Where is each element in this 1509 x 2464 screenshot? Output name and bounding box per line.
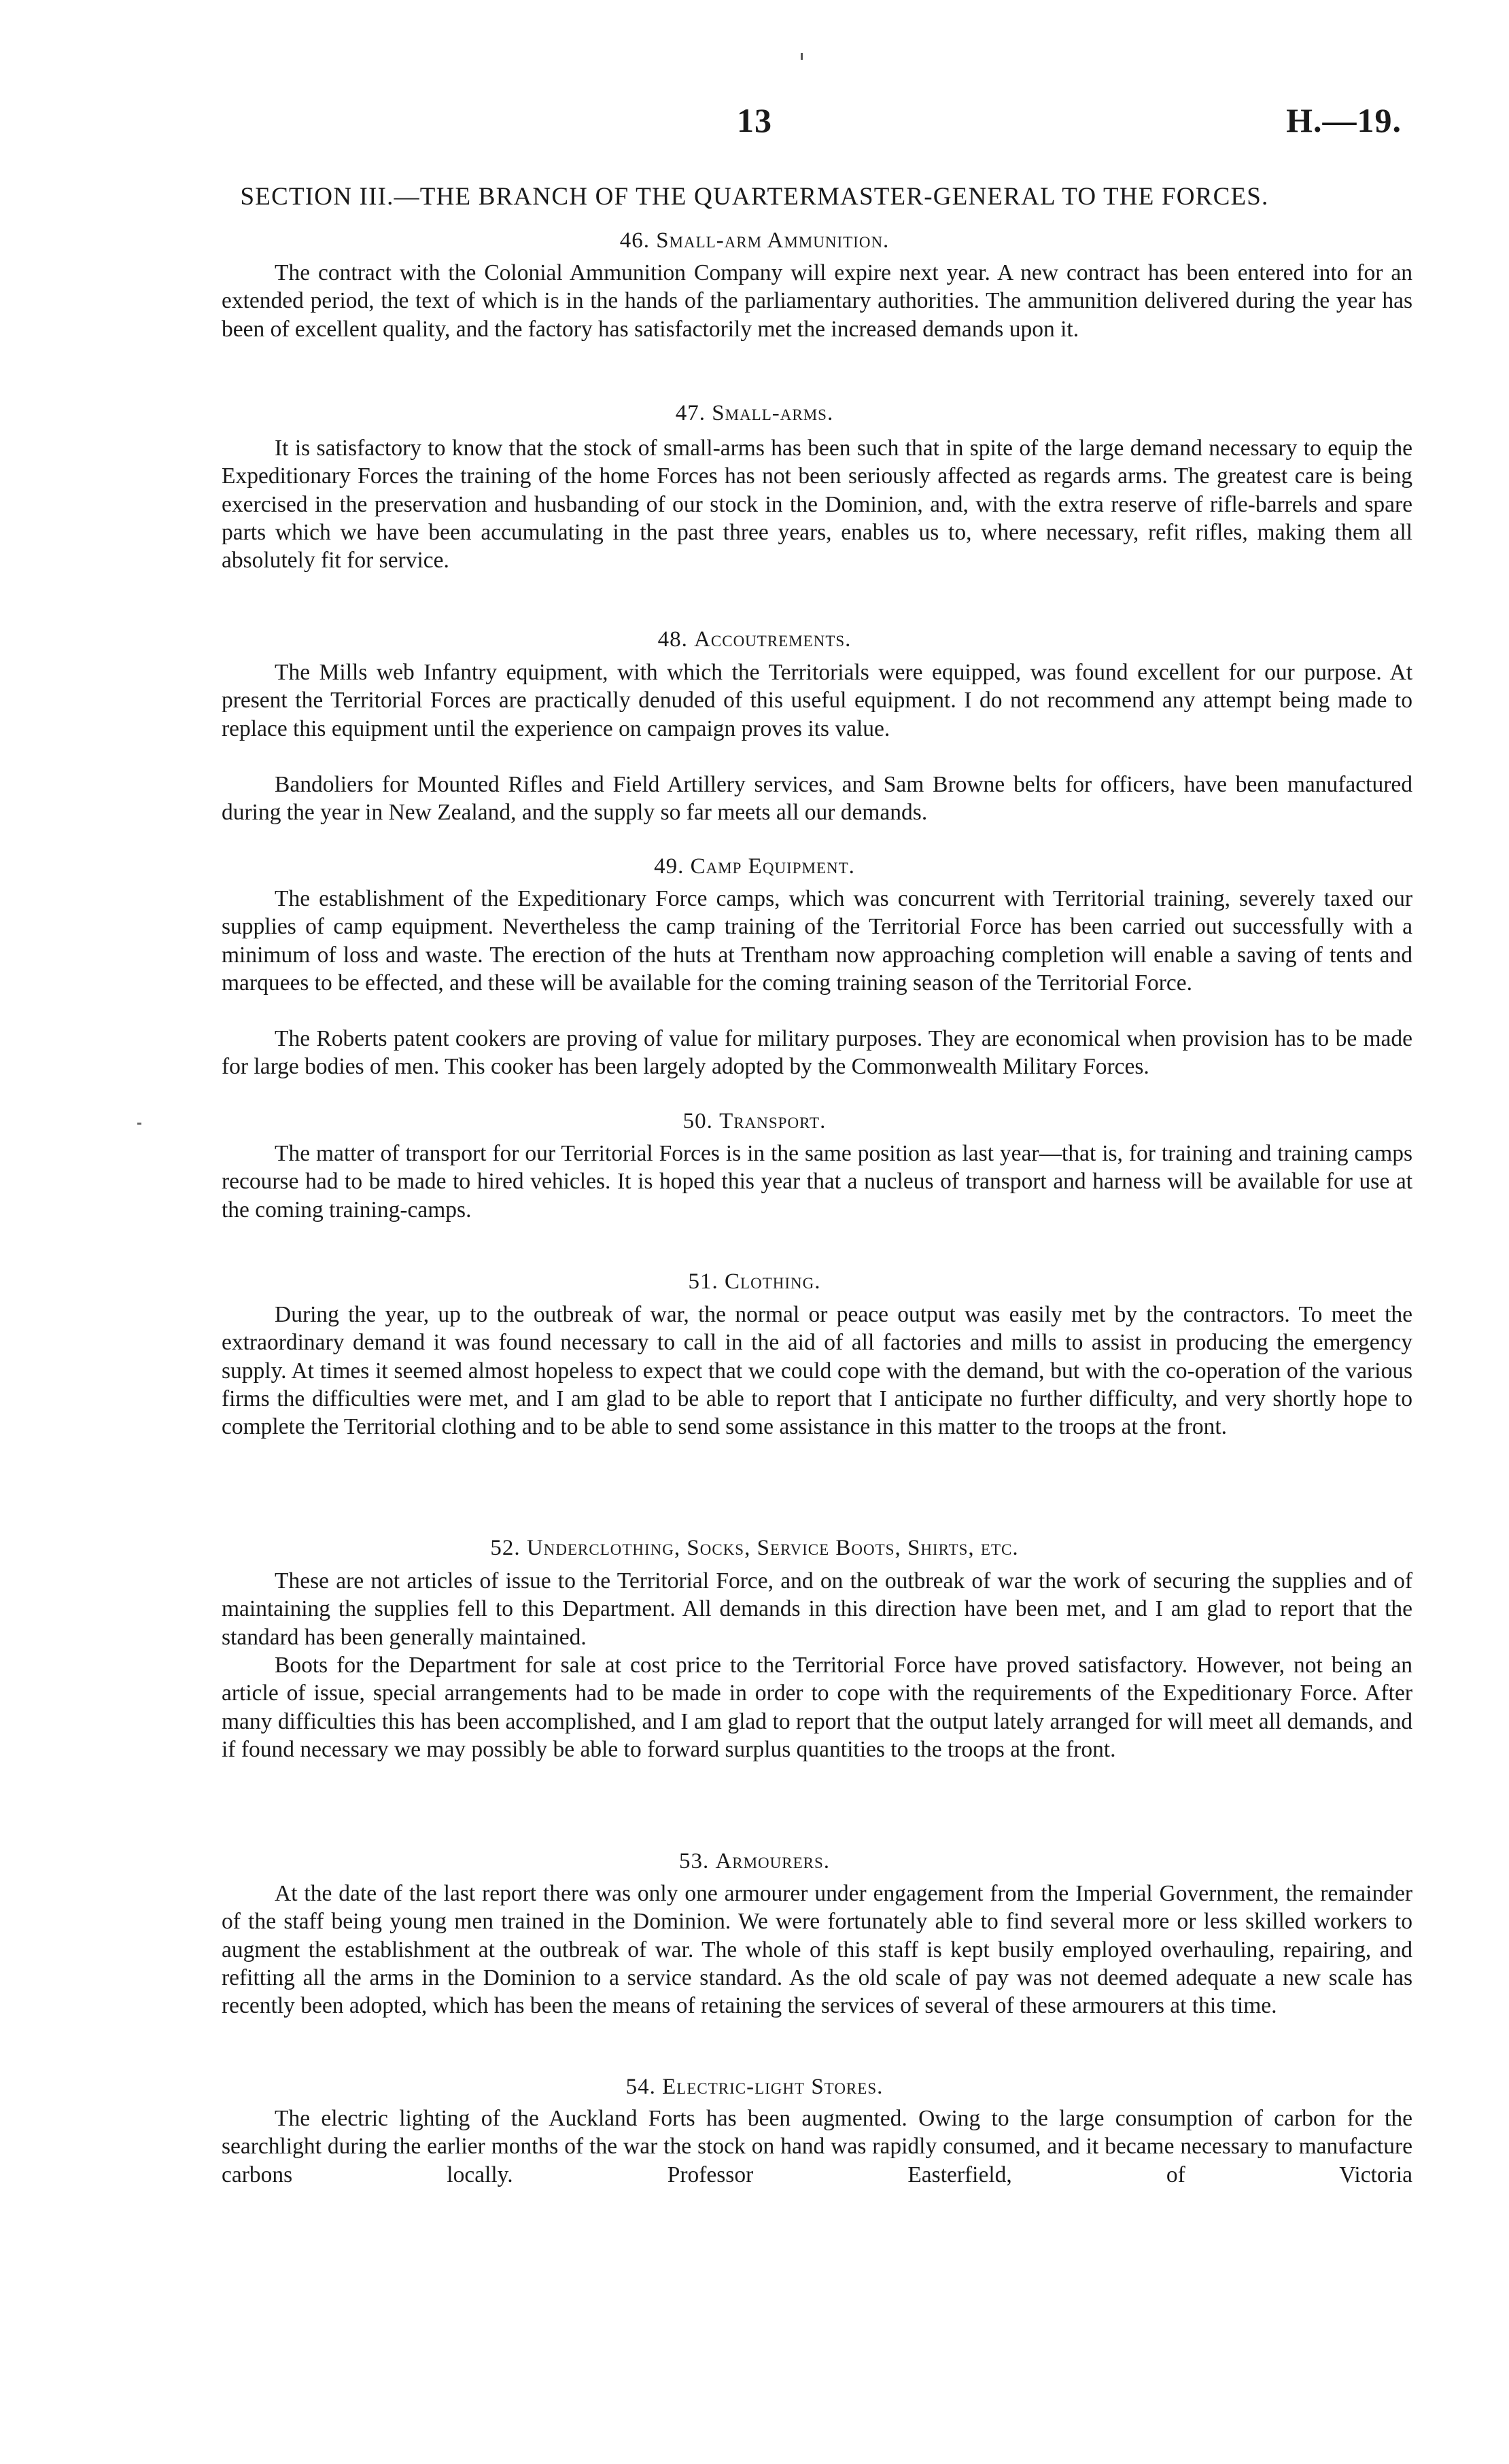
heading-accoutrements [0, 627, 1509, 652]
paragraph: During the year, up to the outbreak of war, the normal or peace output was easily met by the contractors. To meet the extraordinary demand it was found necessary to call in the aid of all factories and mills to assist in producing the emergency supply. At times it seemed almost hopeless to expect that we could cope with the demand, but with the co-operation of the various firms the difficulties were met, and I am glad to be able to report that I anticipate no further difficulty, and very shortly hope to complete the Territorial clothing and to be able to send some assistance in this matter to the troops at the front. [222, 1302, 1412, 1440]
heading-title: Armourers. [715, 1849, 831, 1873]
scan-mark [801, 53, 803, 60]
document-code: H.—19. [1286, 101, 1402, 139]
heading-small-arm-ammunition [0, 228, 1509, 253]
paragraph: The electric lighting of the Auckland Forts has been augmented. Owing to the large consumption of carbon for the searchlight during the earlier months of the war the stock on hand was rapidly consumed, and it became necessary to manufacture carbons locally. Professor Easterfield, of Victoria [222, 2106, 1412, 2187]
section-title: SECTION III.—THE BRANCH OF THE QUARTERMASTER-GENERAL TO THE FORCES. [240, 183, 1269, 211]
paragraph: The Mills web Infantry equipment, with which the Territorials were equipped, was found excellent for our purpose. At present the Territorial Forces are practically denuded of this useful equipment. I do not recommend any attempt being made to replace this equipment until the experience on campaign proves its value. [222, 660, 1412, 741]
paragraph: These are not articles of issue to the Territorial Force, and on the outbreak of war the work of securing the supplies and of maintaining the supplies fell to this Department. All demands in this direction have been met, and I am glad to report that the standard has been generally maintained. [222, 1568, 1412, 1650]
heading-number: 51. [688, 1269, 718, 1294]
heading-small-arms [0, 401, 1509, 426]
paragraph: The Roberts patent cookers are proving of value for military purposes. They are economical when provision has to be made for large bodies of men. This cooker has been largely adopted by the Commonwealth Military Forces. [222, 1026, 1412, 1080]
paragraph: The contract with the Colonial Ammunition Company will expire next year. A new contract has been entered into for an extended period, the text of which is in the hands of the parliamentary authorities. The ammunition delivered during the year has been of excellent quality, and the factory has satisfactorily met the increased demands upon it. [222, 260, 1412, 342]
heading-title: Small-arms. [712, 401, 834, 425]
heading-number: 48. [657, 627, 688, 652]
paragraph: It is satisfactory to know that the stock of small-arms has been such that in spite of the large demand necessary to equip the Expeditionary Forces the training of the home Forces has not been seriously affected as regards arms. The greatest care is being exercised in the preservation and husbanding of our stock in the Dominion, and, with the extra reserve of rifle-barrels and spare parts which we have been accumulating in the past three years, enables us to, where necessary, refit rifles, making them all absolutely fit for service. [222, 436, 1412, 574]
heading-number: 46. [619, 228, 650, 253]
paragraph: Boots for the Department for sale at cost price to the Territorial Force have proved satisfactory. However, not being an article of issue, special arrangements had to be made in order to cope with the requirements of the Expeditionary Force. After many difficulties this has been accomplished, and I am glad to report that the output lately arranged for will meet all demands, and if found necessary we may possibly be able to forward surplus quantities to the troops at the front. [222, 1653, 1412, 1762]
heading-underclothing [0, 1536, 1509, 1561]
paragraph: At the date of the last report there was only one armourer under engagement from the Imperial Government, the remainder of the staff being young men trained in the Dominion. We were fortunately able to find several more or less skilled workers to augment the establishment at the outbreak of war. The whole of this staff is kept busily employed overhauling, repairing, and refitting all the arms in the Dominion to a service standard. As the old scale of pay was not deemed adequate a new scale has recently been adopted, which has been the means of retaining the services of several of these armourers at this time. [222, 1881, 1412, 2019]
heading-title: Camp Equipment. [690, 854, 855, 879]
heading-number: 47. [675, 401, 706, 425]
page-number: 13 [737, 101, 772, 139]
paragraph: The matter of transport for our Territorial Forces is in the same position as last year—that is, for training and training camps recourse had to be made to hired vehicles. It is hoped this year that a nucleus of transport and harness will be available for use at the coming training-camps. [222, 1141, 1412, 1222]
heading-title: Accoutrements. [694, 627, 852, 652]
heading-number: 53. [678, 1849, 710, 1873]
margin-mark [137, 1123, 141, 1125]
heading-camp-equipment [0, 854, 1509, 879]
heading-title: Electric-light Stores. [662, 2075, 884, 2099]
heading-transport [0, 1109, 1509, 1134]
heading-title: Small-arm Ammunition. [656, 228, 890, 253]
heading-electric-light-stores [0, 2075, 1509, 2100]
heading-clothing [0, 1269, 1509, 1295]
heading-title: Transport. [719, 1109, 827, 1133]
paragraph: Bandoliers for Mounted Rifles and Field Artillery services, and Sam Browne belts for officers, have been manufactured during the year in New Zealand, and the supply so far meets all our demands. [222, 772, 1412, 826]
heading-number: 54. [625, 2075, 656, 2099]
heading-armourers [0, 1849, 1509, 1874]
heading-title: Underclothing, Socks, Service Boots, Shirts, etc. [526, 1536, 1019, 1560]
heading-title: Clothing. [725, 1269, 821, 1294]
heading-number: 52. [490, 1536, 521, 1560]
paragraph: The establishment of the Expeditionary Force camps, which was concurrent with Territorial training, severely taxed our supplies of camp equipment. Nevertheless the camp training of the Territorial Force has been carried out successfully with a minimum of loss and waste. The erection of the huts at Trentham now approaching completion will enable a saving of tents and marquees to be effected, and these will be available for the coming training season of the Territorial Force. [222, 886, 1412, 996]
heading-number: 50. [682, 1109, 713, 1133]
heading-number: 49. [654, 854, 684, 879]
